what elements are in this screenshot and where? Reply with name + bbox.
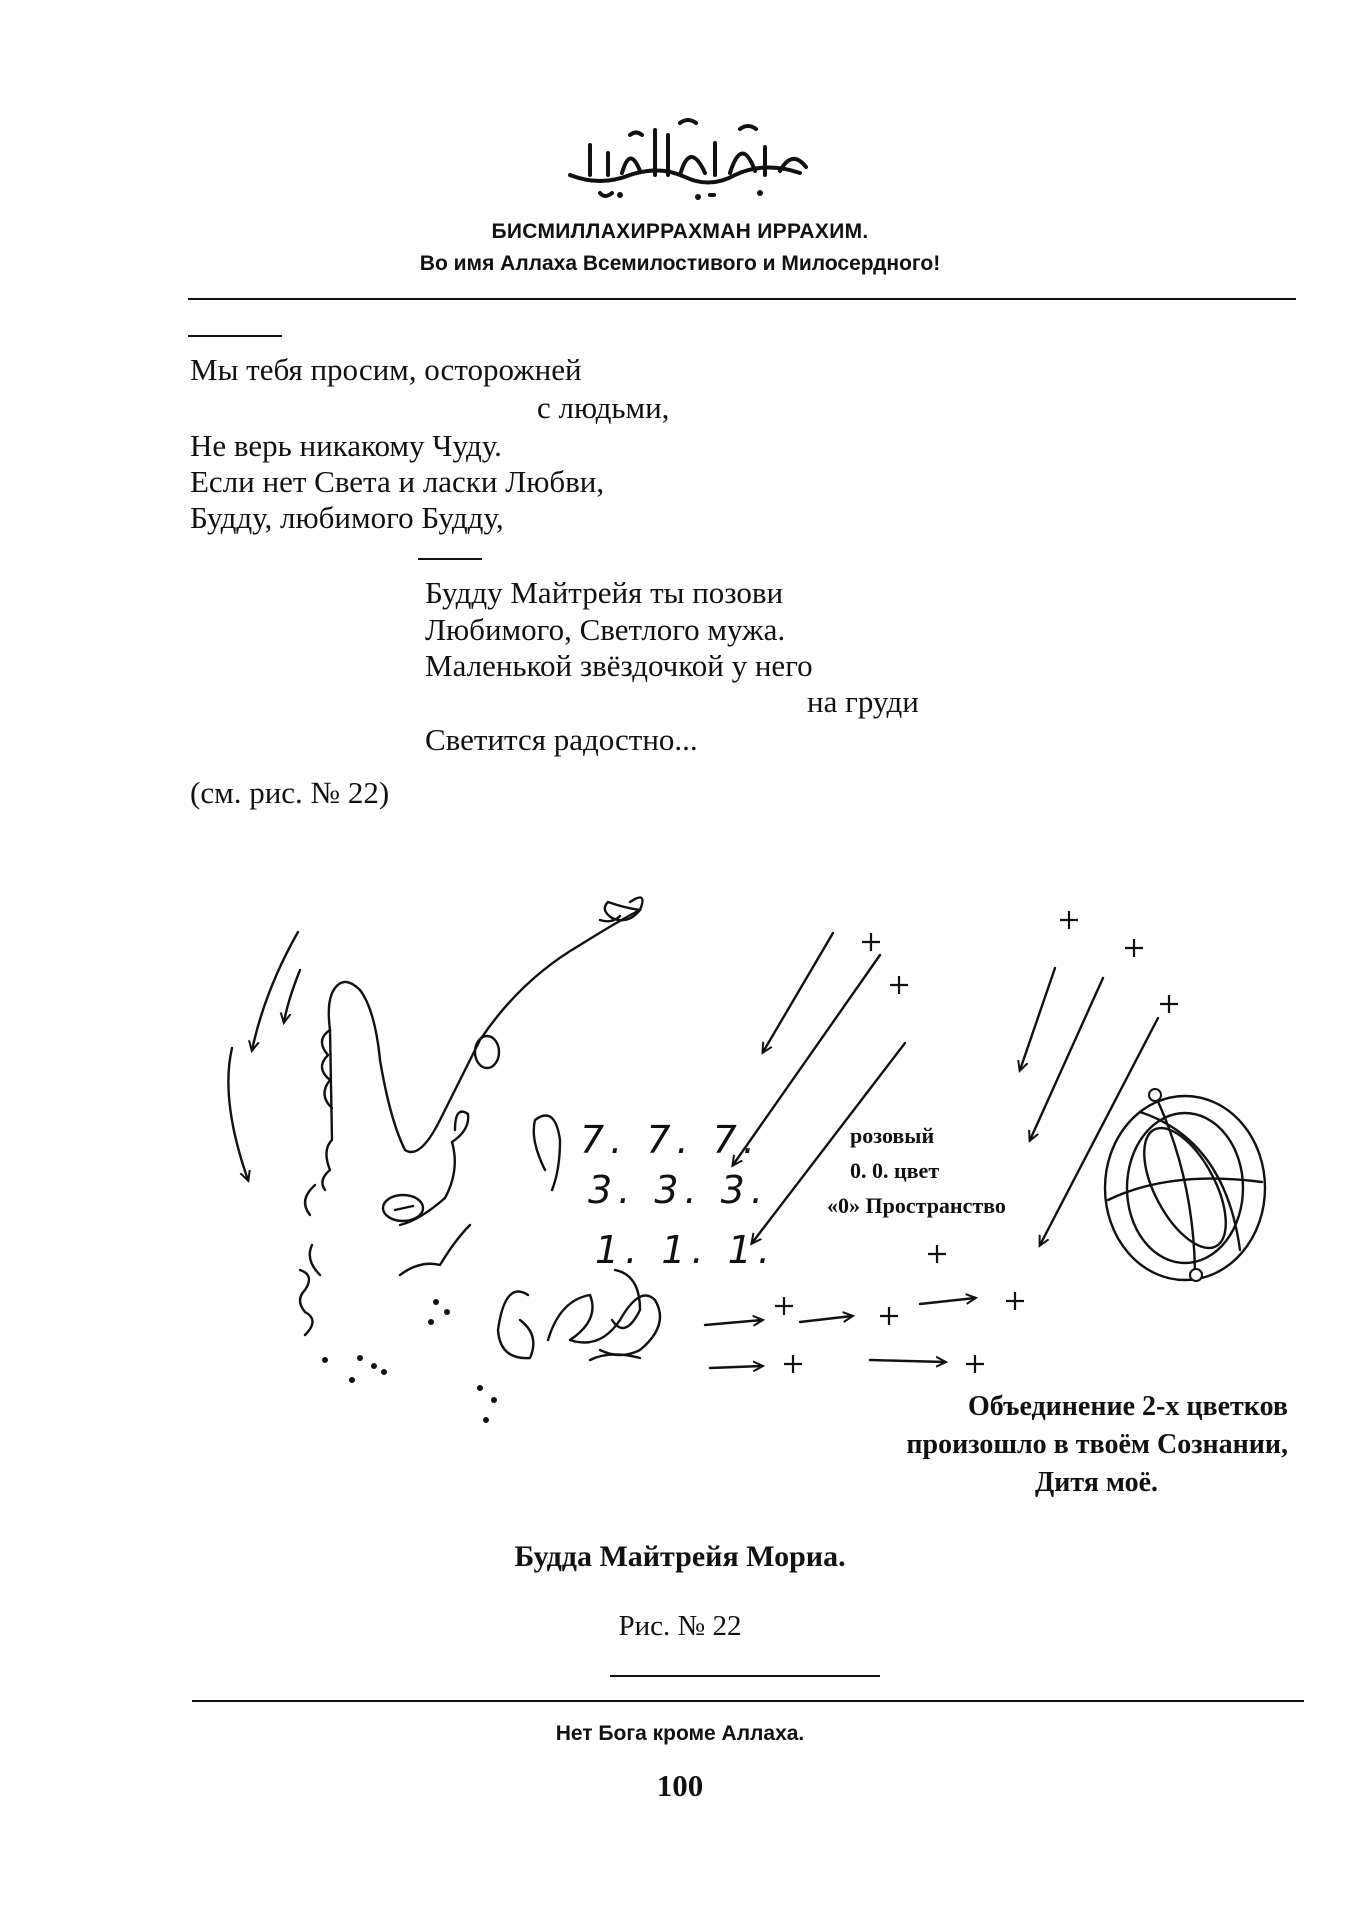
figure-caption-line: Объединение 2-х цветков (968, 1391, 1288, 1422)
figure-caption-line: произошло в твоём Сознании, (906, 1429, 1288, 1460)
poem-line: с людьми, (537, 390, 670, 425)
curved-arrow-icon (284, 970, 300, 1022)
poem-line: Не верь никакому Чуду. (190, 428, 502, 463)
plus-marks-icon (775, 911, 1178, 1373)
right-arrow-icon (710, 1366, 762, 1368)
figure-label-color: 0. 0. цвет (850, 1158, 940, 1183)
diagonal-arrow-icon (1030, 978, 1103, 1140)
figure-reference: (см. рис. № 22) (190, 775, 390, 810)
figure-label-pink: розовый (850, 1123, 935, 1148)
stanza-divider (418, 558, 482, 560)
header-subtitle: Во имя Аллаха Всемилостивого и Милосердного! (419, 252, 941, 275)
number-row: 1. 1. 1. (595, 1228, 776, 1272)
poem-line: на груди (807, 684, 919, 719)
loop-icon (475, 1036, 499, 1068)
right-arrow-icon (705, 1320, 762, 1325)
footer-divider (192, 1700, 1304, 1702)
poem-line: Мы тебя просим, осторожней (190, 352, 582, 387)
header-title: БИСМИЛЛАХИРРАХМАН ИРРАХИМ. (491, 220, 869, 243)
poem-line: Если нет Света и ласки Любви, (190, 464, 605, 499)
poem-line: Маленькой звёздочкой у него (425, 648, 813, 683)
figure-label-space: «0» Пространство (827, 1193, 1006, 1218)
page-number: 100 (656, 1768, 704, 1803)
curved-arrow-icon (228, 1048, 248, 1180)
dots-icon (322, 1299, 497, 1423)
section-divider (188, 335, 282, 337)
poem-line: Будду, любимого Будду, (190, 500, 504, 535)
number-row: 3. 3. 3. (588, 1168, 769, 1212)
poem-line: Будду Майтрейя ты позови (425, 575, 784, 610)
diagonal-arrow-icon (763, 933, 833, 1052)
figure-signature: Будда Майтрейя Мориа. (514, 1540, 846, 1573)
basmala-calligraphy-icon (560, 105, 820, 205)
right-arrow-icon (870, 1360, 945, 1362)
header-divider (188, 298, 1296, 300)
poem-line: Любимого, Светлого мужа. (425, 612, 786, 647)
diagonal-arrow-icon (1040, 1018, 1158, 1245)
diagonal-arrow-icon (1020, 968, 1055, 1070)
right-arrow-icon (800, 1316, 852, 1322)
figure-caption-line: Дитя моё. (1034, 1467, 1158, 1498)
figure-divider (610, 1675, 880, 1677)
flower-sphere-icon (1105, 1095, 1265, 1280)
poem-line: Светится радостно... (425, 722, 698, 757)
figure-number: Рис. № 22 (618, 1610, 742, 1642)
number-row: 7. 7. 7. (580, 1118, 761, 1162)
right-arrow-icon (920, 1298, 975, 1304)
footer-text: Нет Бога кроме Аллаха. (555, 1722, 805, 1745)
